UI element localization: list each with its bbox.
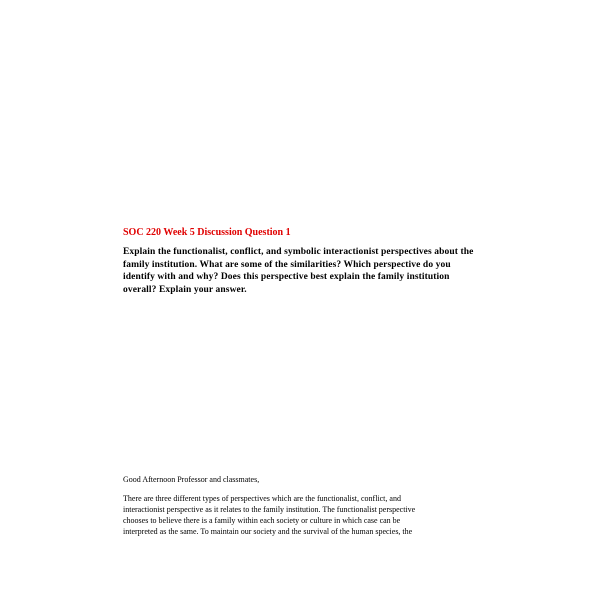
document-heading: SOC 220 Week 5 Discussion Question 1 (123, 227, 291, 238)
paragraph-line: interactionist perspective as it relates to the family institution. The functionalist perspective (123, 505, 416, 514)
paragraph-line: There are three different types of perspectives which are the functionalist, conflict, and (123, 494, 401, 503)
question-line: family institution. What are some of the similarities? Which perspective do you (123, 259, 451, 270)
question-line: overall? Explain your answer. (123, 284, 247, 295)
paragraph-line: interpreted as the same. To maintain our society and the survival of the human species, the (123, 527, 413, 536)
discussion-question (123, 246, 493, 296)
question-line: identify with and why? Does this perspective best explain the family institution (123, 272, 450, 282)
answer-paragraph (123, 493, 493, 537)
paragraph-line: chooses to believe there is a family within each society or culture in which case can be (123, 516, 401, 525)
question-line: Explain the functionalist, conflict, and symbolic interactionist perspectives about the (123, 247, 474, 257)
greeting-text: Good Afternoon Professor and classmates, (123, 475, 260, 484)
